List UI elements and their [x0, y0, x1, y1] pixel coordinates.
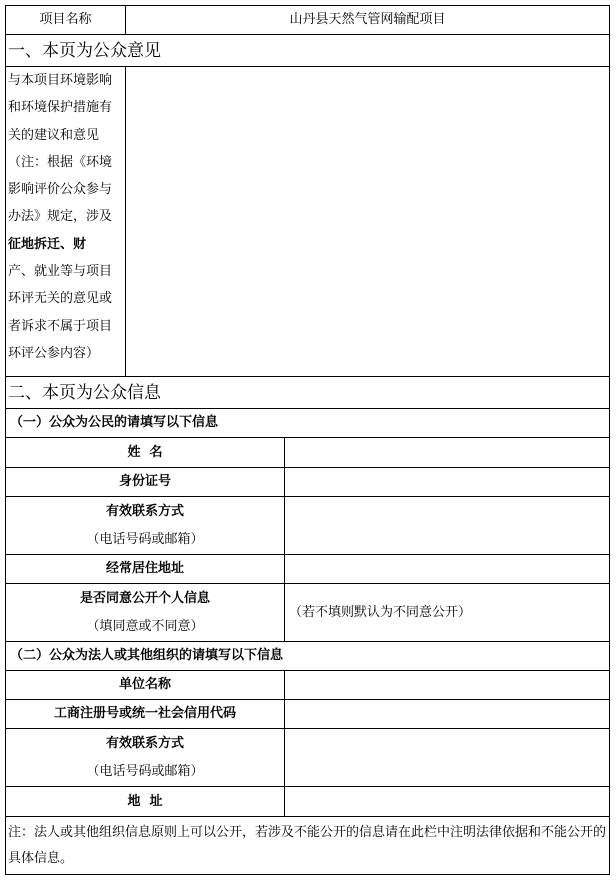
section1-row: [6, 35, 610, 67]
citizen-id-row: [6, 468, 610, 497]
org-subtitle: （二）公众为法人或其他组织的请填写以下信息: [6, 642, 610, 671]
org-contact-row: [6, 729, 610, 787]
opinion-label-line: 环评公参内容）: [8, 345, 100, 361]
citizen-name-row: [6, 438, 610, 468]
opinion-label-line: 征地拆迁、财: [8, 236, 87, 252]
opinion-input-cell[interactable]: [126, 67, 610, 377]
opinion-label-line: 办法》规定，涉及: [8, 209, 113, 225]
org-contact-label-cell: [6, 729, 285, 787]
project-name-label: 项目名称: [6, 6, 126, 35]
citizen-address-label: 经常居住地址: [6, 555, 285, 584]
citizen-subtitle: （一）公众为公民的请填写以下信息: [6, 409, 610, 438]
opinion-label-line: 关的建议和意见: [8, 127, 100, 143]
citizen-contact-input[interactable]: [285, 497, 610, 555]
org-reg-row: [6, 700, 610, 729]
citizen-name-input[interactable]: [285, 438, 610, 468]
footer-note: 注：法人或其他组织信息原则上可以公开，若涉及不能公开的信息请在此栏中注明法律依据和不能公开的具体信息。: [6, 817, 610, 875]
citizen-name-label: 姓 名: [6, 438, 285, 468]
org-unit-input[interactable]: [285, 671, 610, 700]
org-contact-hint: （电话号码或邮箱）: [86, 763, 204, 779]
opinion-label-line: 与本项目环境影响: [8, 73, 113, 88]
citizen-address-input[interactable]: [285, 555, 610, 584]
opinion-label: [6, 67, 126, 377]
citizen-contact-hint: （电话号码或邮箱）: [86, 531, 204, 547]
org-unit-label: 单位名称: [6, 671, 285, 700]
org-address-label: 地 址: [6, 787, 285, 817]
org-reg-input[interactable]: [285, 700, 610, 729]
citizen-subtitle-row: [6, 409, 610, 438]
org-contact-input[interactable]: [285, 729, 610, 787]
project-name-row: [6, 6, 610, 35]
citizen-consent-input[interactable]: （若不填则默认为不同意公开）: [285, 584, 610, 642]
citizen-consent-label: 是否同意公开个人信息: [79, 590, 210, 606]
note-row: [6, 817, 610, 875]
opinion-label-line: 影响评价公众参与: [8, 182, 113, 198]
opinion-label-line: 者诉求不属于项目: [8, 318, 113, 334]
opinion-label-line: 环评无关的意见或: [8, 291, 113, 307]
org-address-input[interactable]: [285, 787, 610, 817]
opinion-label-line: （注：根据《环境: [8, 154, 113, 170]
citizen-address-row: [6, 555, 610, 584]
citizen-consent-label-cell: [6, 584, 285, 642]
opinion-label-line: 和环境保护措施有: [8, 100, 113, 116]
section2-row: [6, 377, 610, 409]
org-unit-row: [6, 671, 610, 700]
citizen-contact-label: 有效联系方式: [105, 503, 184, 519]
opinion-label-line: 产、就业等与项目: [8, 264, 113, 280]
citizen-id-input[interactable]: [285, 468, 610, 497]
section2-title: 二、本页为公众信息: [6, 377, 610, 409]
org-address-row: [6, 787, 610, 817]
citizen-contact-row: [6, 497, 610, 555]
opinion-row: [6, 67, 610, 377]
org-reg-label: 工商注册号或统一社会信用代码: [6, 700, 285, 729]
form-table: [5, 5, 610, 875]
org-contact-label: 有效联系方式: [105, 735, 184, 751]
public-opinion-form: [5, 5, 609, 875]
project-name-value: 山丹县天然气管网输配项目: [126, 6, 610, 35]
citizen-consent-hint: （填同意或不同意）: [86, 618, 204, 634]
citizen-id-label: 身份证号: [6, 468, 285, 497]
org-subtitle-row: [6, 642, 610, 671]
citizen-contact-label-cell: [6, 497, 285, 555]
citizen-consent-row: [6, 584, 610, 642]
section1-title: 一、本页为公众意见: [6, 35, 610, 67]
